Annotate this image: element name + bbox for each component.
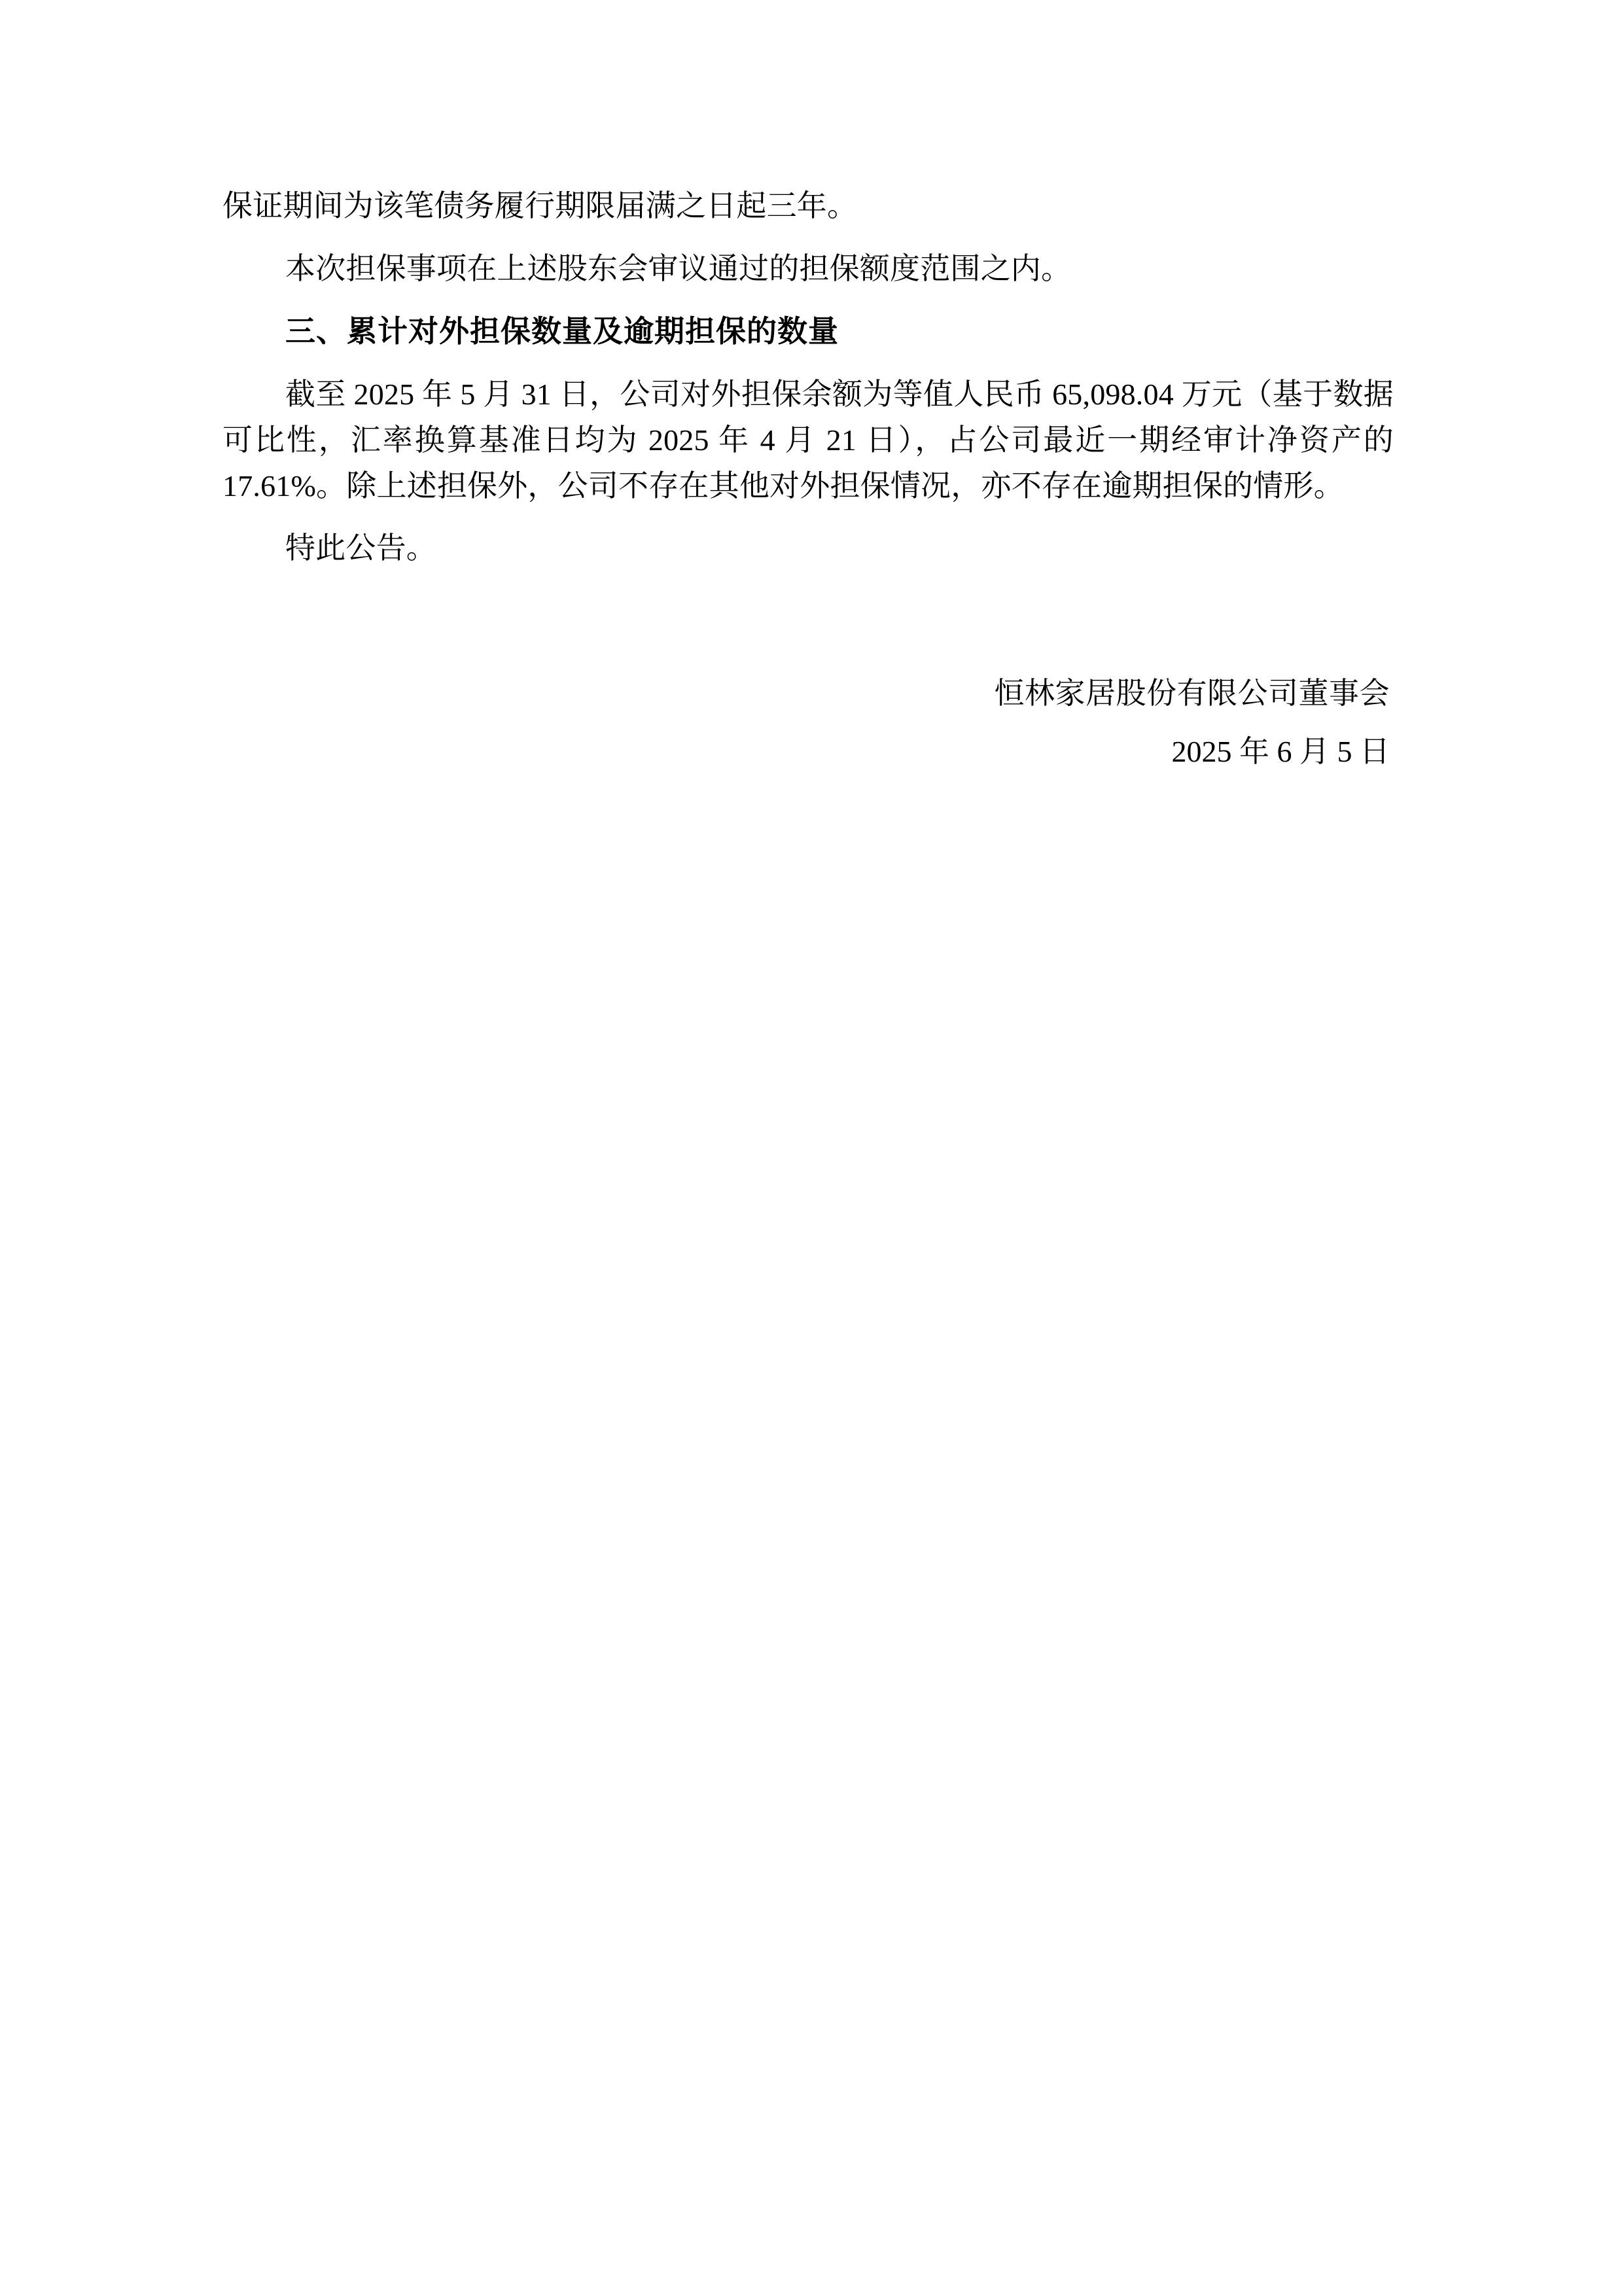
paragraph-cumulative-guarantee-amount: 截至 2025 年 5 月 31 日，公司对外担保余额为等值人民币 65,098.04 万元（基于数据可比性，汇率换算基准日均为 2025 年 4 月 21 日），占公司最近一期经审计净资产的 17.61%。除上述担保外，公司不存在其他对外担保情况，亦不存在逾期担保的情形。 [222, 377, 1394, 503]
paragraph-within-approved-limit: 本次担保事项在上述股东会审议通过的担保额度范围之内。 [285, 251, 1072, 285]
signature-date: 2025 年 6 月 5 日 [1171, 734, 1390, 768]
paragraph-closing-notice: 特此公告。 [285, 531, 436, 565]
signature-company-name: 恒林家居股份有限公司董事会 [994, 677, 1390, 711]
signature-block [222, 669, 1394, 776]
document-body [222, 183, 1394, 776]
section-heading-cumulative-guarantees: 三、累计对外担保数量及逾期担保的数量 [285, 314, 839, 348]
paragraph-guarantee-period: 保证期间为该笔债务履行期限届满之日起三年。 [222, 189, 858, 222]
